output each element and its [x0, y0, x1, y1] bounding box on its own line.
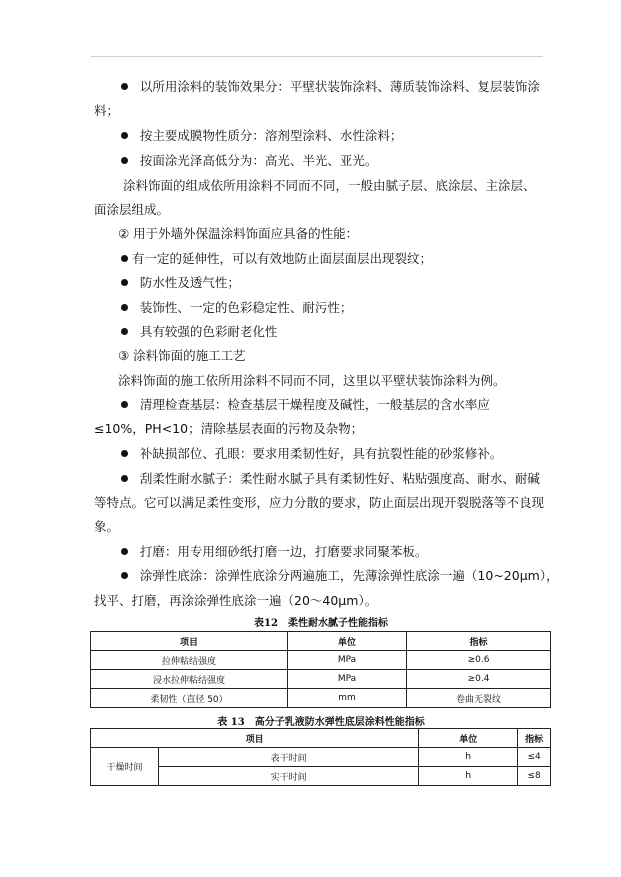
table-row — [91, 689, 551, 708]
paragraph-line: 防水性及透气性； — [121, 275, 240, 291]
table-cell: mm — [288, 689, 407, 708]
table12-header-item: 项目 — [91, 632, 288, 651]
bullet-icon — [121, 572, 128, 579]
table12 — [90, 631, 551, 708]
table-cell: 柔韧性（直径 50） — [91, 689, 288, 708]
paragraph-line: ② 用于外墙外保温涂料饰面应具备的性能： — [118, 226, 359, 241]
table12-header-index: 指标 — [407, 632, 551, 651]
table13 — [90, 728, 551, 786]
bullet-icon — [121, 157, 128, 164]
table-cell: 卷曲无裂纹 — [407, 689, 551, 708]
table13-caption: 表 13 高分子乳液防水弹性底层涂料性能指标 — [217, 717, 425, 728]
paragraph-line: ③ 涂料饰面的施工工艺 — [118, 348, 246, 363]
table-cell: 实干时间 — [159, 767, 419, 786]
paragraph-line: 补缺损部位、孔眼：要求用柔韧性好，具有抗裂性能的砂浆修补。 — [121, 446, 502, 462]
paragraph-line: 涂弹性底涂：涂弹性底涂分两遍施工，先薄涂弹性底涂一遍（10~20μm）， — [121, 568, 559, 584]
table-row — [91, 748, 551, 767]
paragraph-line: 料； — [94, 103, 120, 118]
bullet-icon — [121, 450, 128, 457]
paragraph-line: 打磨：用专用细砂纸打磨一边，打磨要求同聚苯板。 — [121, 544, 427, 560]
table-cell: ≥0.6 — [407, 651, 551, 670]
paragraph-line: 清理检查基层：检查基层干燥程度及碱性，一般基层的含水率应 — [121, 397, 490, 413]
bullet-icon — [121, 401, 128, 408]
header-rule — [91, 56, 543, 57]
table13-header-unit: 单位 — [419, 729, 518, 748]
bullet-icon — [121, 83, 128, 90]
paragraph-line: 涂料饰面的组成依所用涂料不同而不同，一般由腻子层、底涂层、主涂层、 — [123, 178, 536, 193]
table-cell: 拉伸粘结强度 — [91, 651, 288, 670]
paragraph-line: 具有较强的色彩耐老化性 — [121, 324, 277, 340]
table-cell: 浸水拉伸粘结强度 — [91, 670, 288, 689]
bullet-icon — [121, 475, 128, 482]
bullet-icon — [121, 255, 128, 262]
paragraph-line: 象。 — [94, 519, 120, 534]
bullet-icon — [121, 328, 128, 335]
table-cell: h — [419, 767, 518, 786]
paragraph-line: 以所用涂料的装饰效果分：平壁状装饰涂料、薄质装饰涂料、复层装饰涂 — [121, 79, 540, 95]
paragraph-line: 有一定的延伸性，可以有效地防止面层面层出现裂纹； — [121, 251, 432, 267]
table-cell: ≤4 — [518, 748, 551, 767]
table-row — [91, 670, 551, 689]
bullet-icon — [121, 279, 128, 286]
table-row — [91, 651, 551, 670]
paragraph-line: 找平、打磨，再涂涂弹性底涂一遍（20～40μm）。 — [94, 593, 378, 608]
paragraph-line: 等特点。它可以满足柔性变形，应力分散的要求，防止面层出现开裂脱落等不良现 — [94, 495, 545, 510]
table-cell: ≥0.4 — [407, 670, 551, 689]
paragraph-line: 按主要成膜物性质分：溶剂型涂料、水性涂料； — [121, 128, 402, 144]
bullet-icon — [121, 548, 128, 555]
table12-caption: 表12 柔性耐水腻子性能指标 — [254, 618, 388, 629]
table13-header-index: 指标 — [518, 729, 551, 748]
table-row — [91, 767, 551, 786]
table-cell: MPa — [288, 670, 407, 689]
table13-header-item: 项目 — [91, 729, 419, 748]
table-cell: 表干时间 — [159, 748, 419, 767]
paragraph-line: 面涂层组成。 — [94, 202, 170, 217]
paragraph-line: 按面涂光泽高低分为：高光、半光、亚光。 — [121, 153, 377, 169]
table12-header-unit: 单位 — [288, 632, 407, 651]
paragraph-line: ≤10%，PH<10；清除基层表面的污物及杂物； — [94, 421, 364, 436]
bullet-icon — [121, 304, 128, 311]
table-cell-group: 干燥时间 — [91, 748, 159, 786]
table-cell: MPa — [288, 651, 407, 670]
paragraph-line: 刮柔性耐水腻子：柔性耐水腻子具有柔韧性好、粘贴强度高、耐水、耐碱 — [121, 471, 540, 487]
table-cell: ≤8 — [518, 767, 551, 786]
paragraph-line: 涂料饰面的施工依所用涂料不同而不同，这里以平壁状装饰涂料为例。 — [118, 373, 506, 388]
paragraph-line: 装饰性、一定的色彩稳定性、耐污性； — [121, 300, 352, 316]
table-cell: h — [419, 748, 518, 767]
bullet-icon — [121, 132, 128, 139]
